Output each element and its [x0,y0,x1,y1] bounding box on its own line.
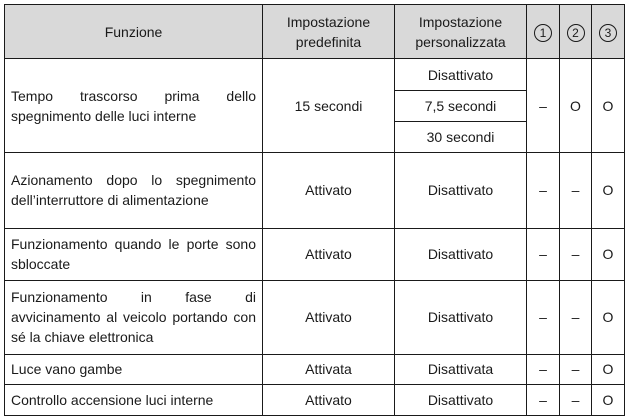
row-predefinita: Attivato [263,228,395,280]
header-personalizzata: Impostazione personalizzata [395,5,527,59]
row-personalizzata-option: 30 secondi [395,121,527,152]
row-personalizzata-option: 7,5 secondi [395,90,527,121]
header-col2 [560,5,592,59]
row-col2: O [560,59,592,153]
table-row [5,153,625,229]
row-col2: – [560,153,592,229]
circled-1: 1 [534,24,552,42]
row-col1: – [527,59,560,153]
row-col1: – [527,153,560,229]
header-row [5,5,625,59]
header-col3 [592,5,625,59]
row-col3: O [592,280,625,354]
header-col1 [527,5,560,59]
row-funzione: Tempo trascorso prima dello spegnimento delle luci interne [5,59,263,153]
row-col1: – [527,280,560,354]
row-col1: – [527,384,560,415]
row-funzione: Azionamento dopo lo spegnimento dell’interruttore di alimentazione [5,153,263,229]
row-predefinita: Attivato [263,384,395,415]
row-predefinita: 15 secondi [263,59,395,153]
row-funzione: Controllo accensione luci interne [5,384,263,415]
settings-table [4,4,625,416]
row-col3: O [592,384,625,415]
circled-3: 3 [599,24,617,42]
table-row [5,228,625,280]
table-row [5,384,625,415]
row-predefinita: Attivato [263,280,395,354]
row-personalizzata: Disattivato [395,280,527,354]
row-col3: O [592,354,625,384]
row-col2: – [560,354,592,384]
table-row [5,354,625,384]
row-col1: – [527,354,560,384]
row-funzione: Funzionamento in fase di avvicinamento al veicolo portando con sé la chiave elettronica [5,280,263,354]
row-predefinita: Attivato [263,153,395,229]
row-col3: O [592,59,625,153]
row-col3: O [592,153,625,229]
row-personalizzata: Disattivato [395,384,527,415]
row-funzione: Funzionamento quando le porte sono sbloccate [5,228,263,280]
row-col2: – [560,384,592,415]
table-row [5,280,625,354]
row-col2: – [560,228,592,280]
row-col2: – [560,280,592,354]
header-funzione: Funzione [5,5,263,59]
row-funzione: Luce vano gambe [5,354,263,384]
row-personalizzata: Disattivato [395,153,527,229]
circled-2: 2 [567,24,585,42]
table-row [5,59,625,90]
header-predefinita: Impostazione predefinita [263,5,395,59]
row-personalizzata: Disattivato [395,228,527,280]
row-personalizzata: Disattivata [395,354,527,384]
row-col3: O [592,228,625,280]
row-personalizzata-option: Disattivato [395,59,527,90]
row-predefinita: Attivata [263,354,395,384]
row-col1: – [527,228,560,280]
